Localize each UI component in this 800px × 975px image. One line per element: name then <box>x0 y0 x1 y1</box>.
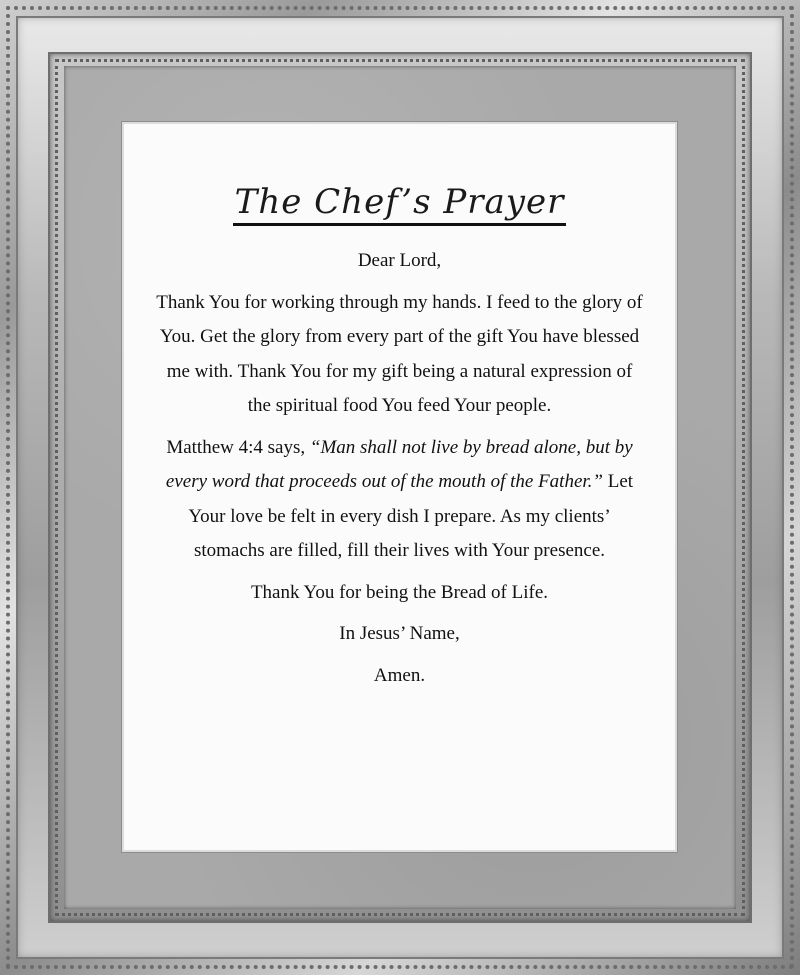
amen: Amen. <box>373 664 426 686</box>
paragraph-3: Thank You for being the Bread of Life. <box>250 581 549 603</box>
salutation: Dear Lord, <box>357 250 442 271</box>
paragraph-2 <box>154 431 645 569</box>
closing: In Jesus’ Name, <box>339 623 460 644</box>
paragraph-1: Thank You for working through my hands. I feed to the glory of You. Get the glory from every part of the gift You have blessed me with. Thank You for my gift being a natural expression of the spiritual food You feed Your people. <box>156 291 643 416</box>
prayer-title <box>124 182 675 226</box>
prayer-title-text: The Chef’s Prayer <box>233 182 567 226</box>
prayer-paper <box>122 122 677 852</box>
scripture-reference: Matthew 4:4 says, <box>166 436 306 458</box>
paragraph-2-rest: Let Your love be felt in every dish I prepare. As my clients’ stomachs are filled, fill their lives with Your presence. <box>188 471 634 561</box>
prayer-body <box>154 244 645 700</box>
scripture-quote: “Man shall not live by bread alone, but by every word that proceeds out of the mouth of the Father.” <box>165 436 633 492</box>
